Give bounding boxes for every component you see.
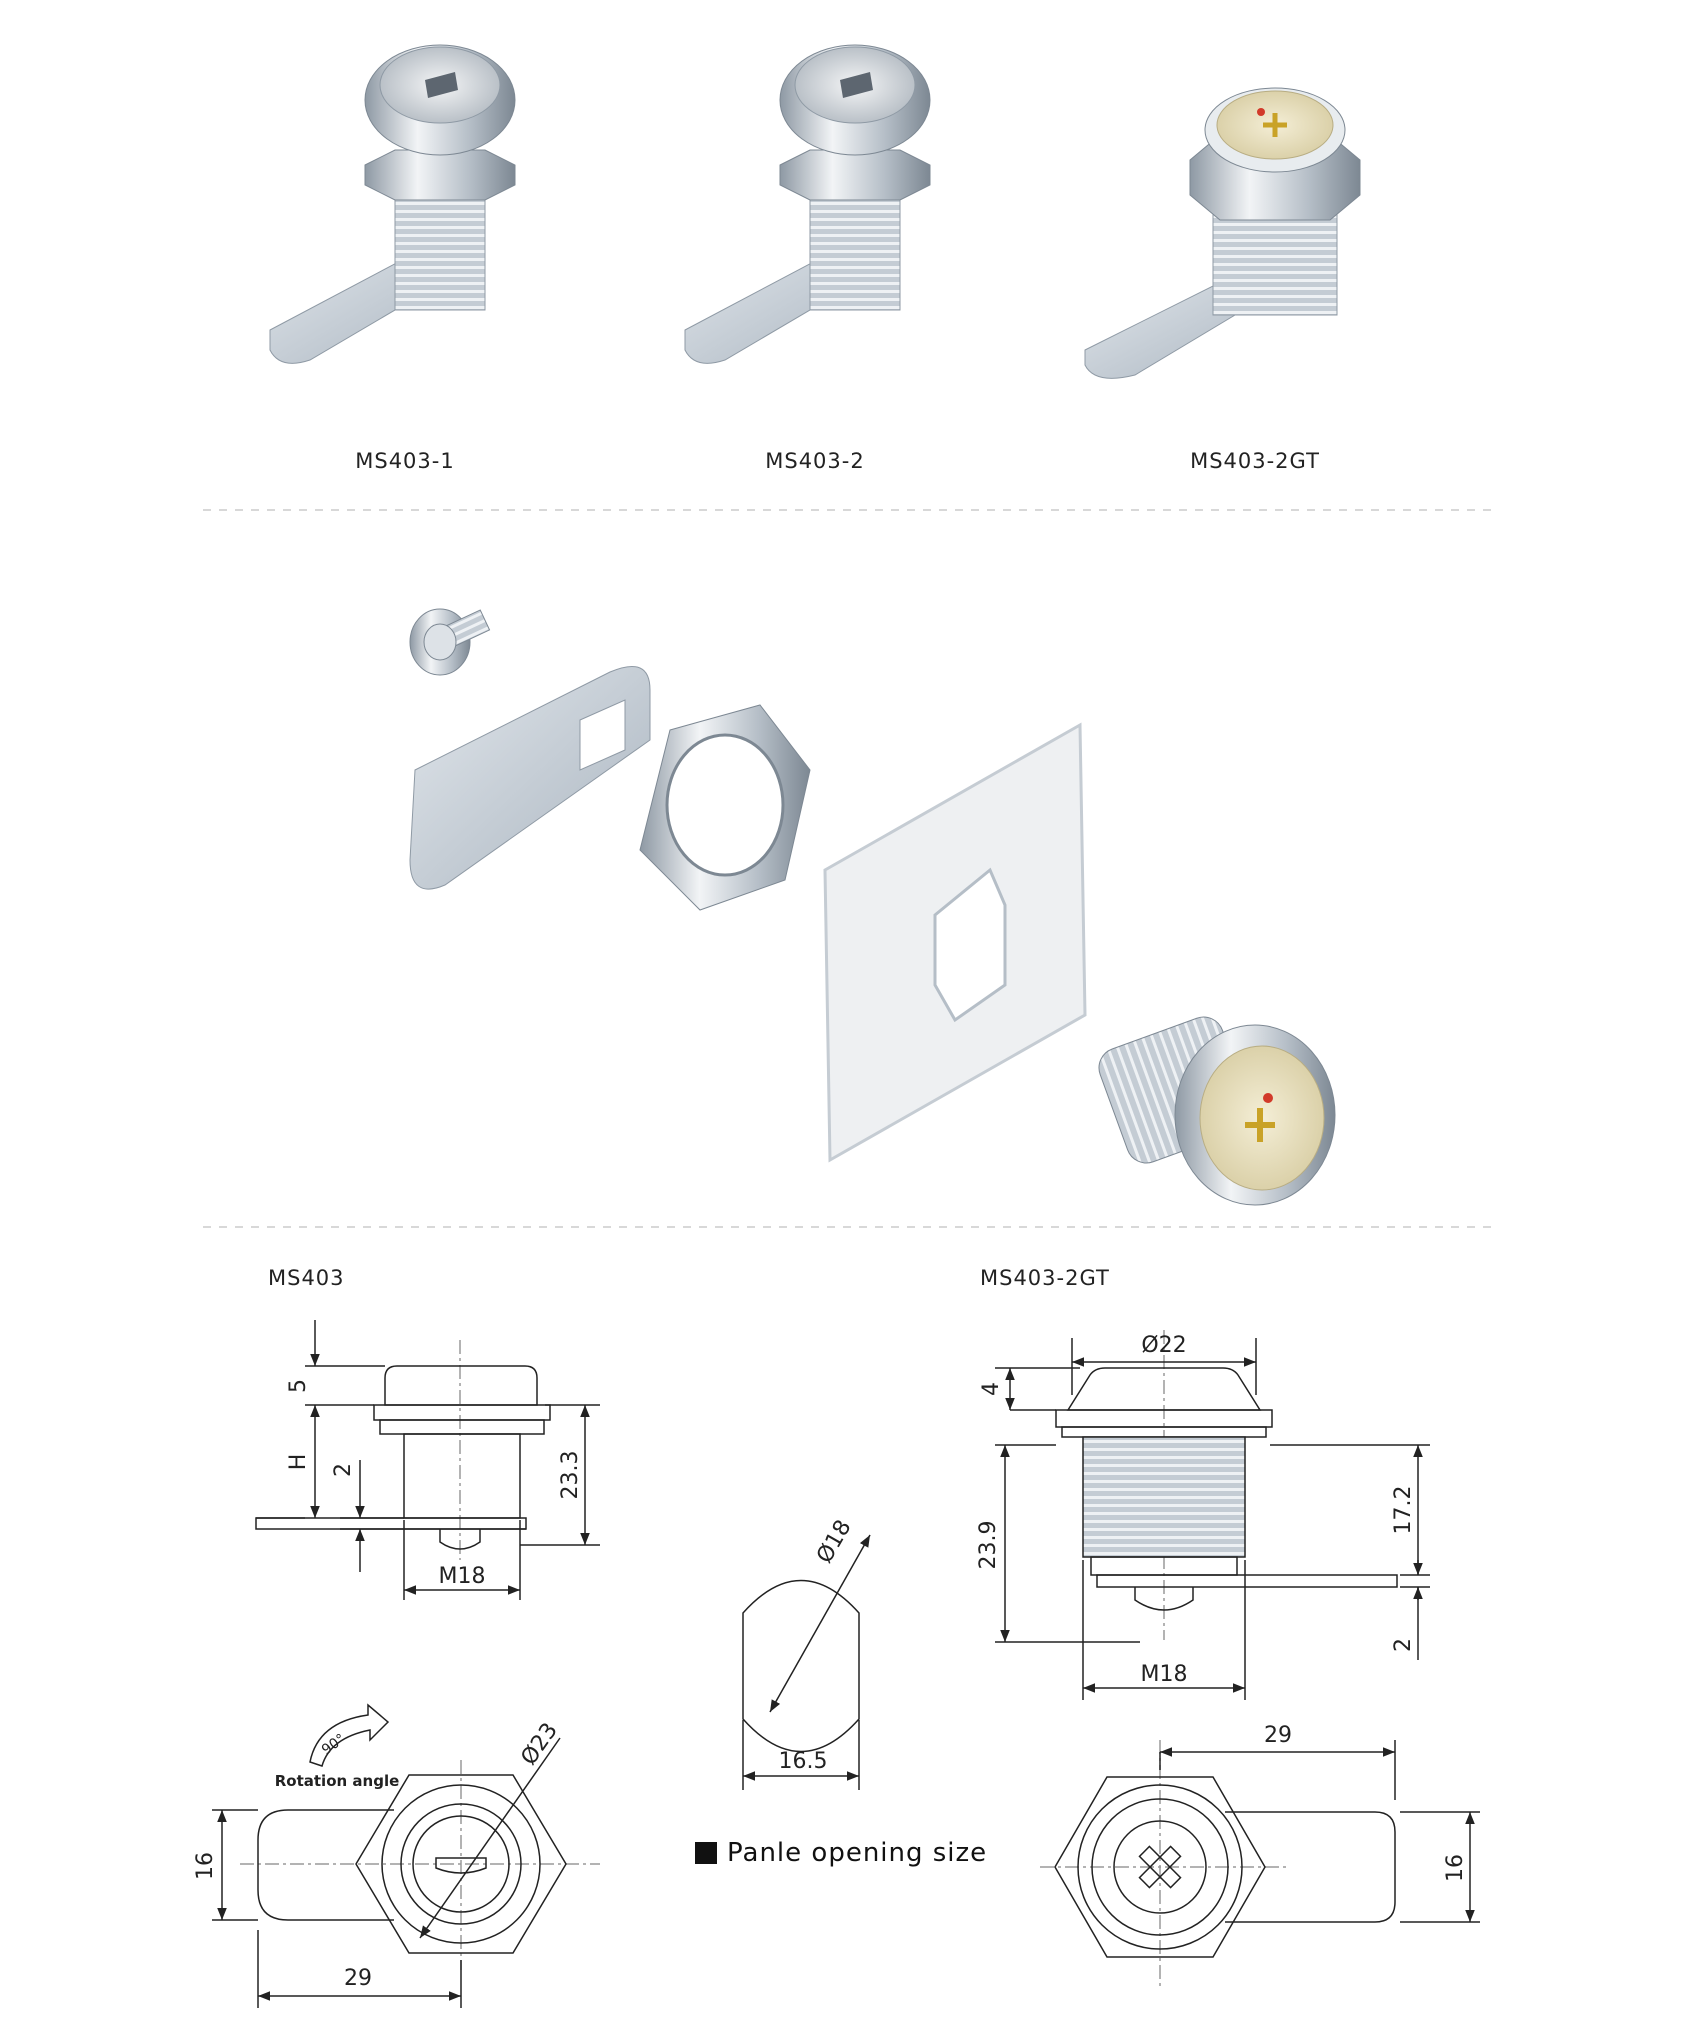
dim-2gt-head: 4 <box>979 1382 1004 1396</box>
dim-2gt-cam-thickness: 2 <box>1391 1638 1416 1652</box>
ms403-2gt-bottom-view <box>1040 1740 1480 1990</box>
drawing-title-ms403: MS403 <box>268 1266 345 1290</box>
rotation-label: Rotation angle <box>274 1772 400 1790</box>
caption-ms403-2: MS403-2 <box>765 449 865 473</box>
dim-thread: M18 <box>438 1564 486 1589</box>
lock-body-part <box>1093 1011 1335 1205</box>
dim-bottom-length: 29 <box>344 1966 372 1991</box>
cam-plate-part <box>410 666 650 889</box>
dim-bottom-diameter: Ø23 <box>516 1718 563 1771</box>
caption-ms403-1: MS403-1 <box>355 449 455 473</box>
dim-bottom-width: 16 <box>193 1852 218 1880</box>
product-ms403-2gt-image <box>1085 88 1360 378</box>
dim-cam-thickness: 2 <box>331 1463 356 1477</box>
dim-2gt-thread: M18 <box>1140 1662 1188 1687</box>
legend-square-icon <box>695 1842 717 1864</box>
panel-width: 16.5 <box>778 1749 828 1774</box>
exploded-view <box>410 609 1335 1205</box>
dim-head-height: 5 <box>286 1379 311 1393</box>
rotation-value: 90° <box>318 1731 349 1759</box>
ms403-2gt-side-view <box>995 1330 1430 1700</box>
dim-2gt-diameter: Ø22 <box>1141 1333 1187 1358</box>
screw-part <box>410 609 490 675</box>
product-ms403-2-image <box>685 45 930 363</box>
dim-h: H <box>286 1453 311 1471</box>
dim-body-length: 23.3 <box>558 1450 583 1500</box>
legend-label: Panle opening size <box>727 1838 988 1868</box>
panel-diameter: Ø18 <box>812 1515 857 1568</box>
dim-2gt-bottom-length: 29 <box>1264 1723 1292 1748</box>
drawing-title-ms403-2gt: MS403-2GT <box>980 1266 1110 1290</box>
dim-2gt-thread-length: 17.2 <box>1391 1485 1416 1535</box>
hex-nut-part <box>640 705 810 910</box>
panel-part <box>825 725 1085 1160</box>
caption-ms403-2gt: MS403-2GT <box>1190 449 1320 473</box>
panel-opening-legend <box>695 1838 987 1868</box>
product-ms403-1-image <box>270 45 515 363</box>
dim-2gt-body: 23.9 <box>976 1520 1001 1570</box>
dim-2gt-bottom-width: 16 <box>1443 1854 1468 1882</box>
